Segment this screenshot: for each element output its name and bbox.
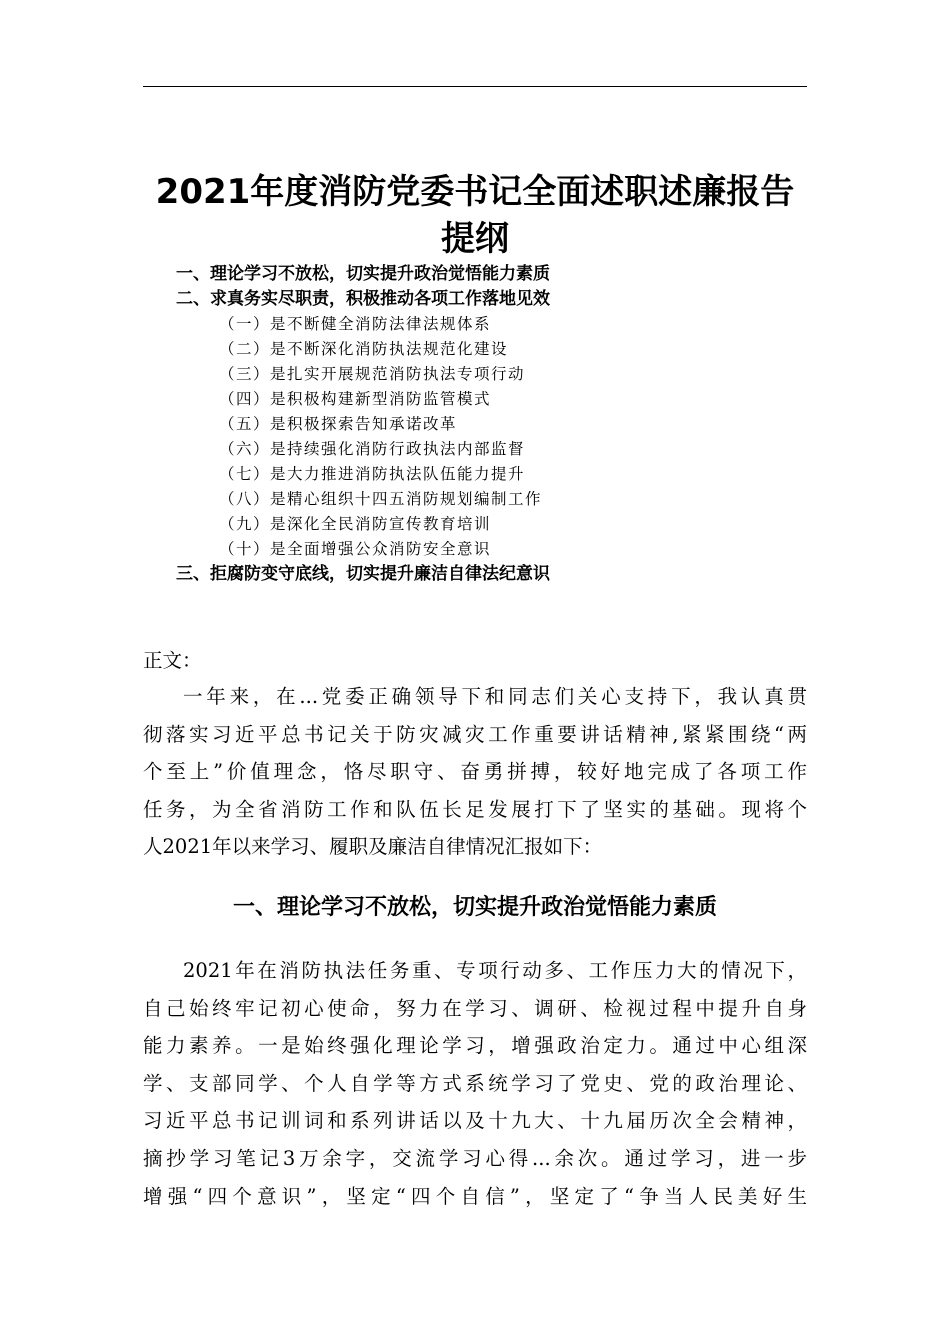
outline-item-3: 三、拒腐防变守底线，切实提升廉洁自律法纪意识 (176, 564, 550, 584)
paragraph-line: 能力素养。一是始终强化理论学习，增强政治定力。通过中心组深 (143, 1034, 807, 1058)
paragraph-line: 自己始终牢记初心使命，努力在学习、调研、检视过程中提升自身 (143, 996, 807, 1020)
body-label: 正文： (143, 649, 202, 672)
document-title-continued: 提纲 (441, 219, 509, 259)
outline-subitem: （五）是积极探索告知承诺改革 (219, 415, 458, 433)
paragraph-line: 习近平总书记训词和系列讲话以及十九大、十九届历次全会精神， (143, 1109, 807, 1133)
outline-subitem: （十）是全面增强公众消防安全意识 (219, 540, 492, 558)
header-rule (143, 86, 807, 87)
outline-subitem: （八）是精心组织十四五消防规划编制工作 (219, 490, 543, 508)
paragraph-line: 一年来，在...党委正确领导下和同志们关心支持下，我认真贯 (183, 685, 807, 708)
outline-subitem: （九）是深化全民消防宣传教育培训 (219, 515, 492, 533)
outline-subitem: （四）是积极构建新型消防监管模式 (219, 390, 492, 408)
paragraph-line: 增强“四个意识”，坚定“四个自信”，坚定了“争当人民美好生 (143, 1184, 807, 1208)
outline-item-2: 二、求真务实尽职责，积极推动各项工作落地见效 (176, 289, 550, 309)
outline-subitem: （一）是不断健全消防法律法规体系 (219, 315, 492, 333)
document-title: 2021年度消防党委书记全面述职述廉报告 (155, 172, 795, 212)
paragraph-line: 学、支部同学、个人自学等方式系统学习了党史、党的政治理论、 (143, 1071, 807, 1095)
intro-paragraph (143, 678, 807, 866)
outline-subitem: （二）是不断深化消防执法规范化建设 (219, 340, 509, 358)
paragraph-line: 个至上”价值理念，恪尽职守、奋勇拼搏，较好地完成了各项工作 (143, 760, 807, 784)
paragraph-line: 人2021年以来学习、履职及廉洁自律情况汇报如下： (143, 835, 603, 859)
paragraph-line: 任务，为全省消防工作和队伍长足发展打下了坚实的基础。现将个 (143, 797, 807, 821)
outline-subitem: （六）是持续强化消防行政执法内部监督 (219, 440, 526, 458)
paragraph-line: 彻落实习近平总书记关于防灾减灾工作重要讲话精神,紧紧围绕“两 (143, 722, 807, 746)
outline-subitem: （三）是扎实开展规范消防执法专项行动 (219, 365, 526, 383)
paragraph-line: 2021年在消防执法任务重、专项行动多、工作压力大的情况下， (183, 959, 807, 982)
outline-item-1: 一、理论学习不放松，切实提升政治觉悟能力素质 (176, 264, 550, 284)
paragraph-line: 摘抄学习笔记3万余字，交流学习心得...余次。通过学习，进一步 (143, 1146, 807, 1170)
outline-subitem: （七）是大力推进消防执法队伍能力提升 (219, 465, 526, 483)
section-heading: 一、理论学习不放松，切实提升政治觉悟能力素质 (232, 895, 717, 920)
section-paragraph (143, 952, 807, 1215)
